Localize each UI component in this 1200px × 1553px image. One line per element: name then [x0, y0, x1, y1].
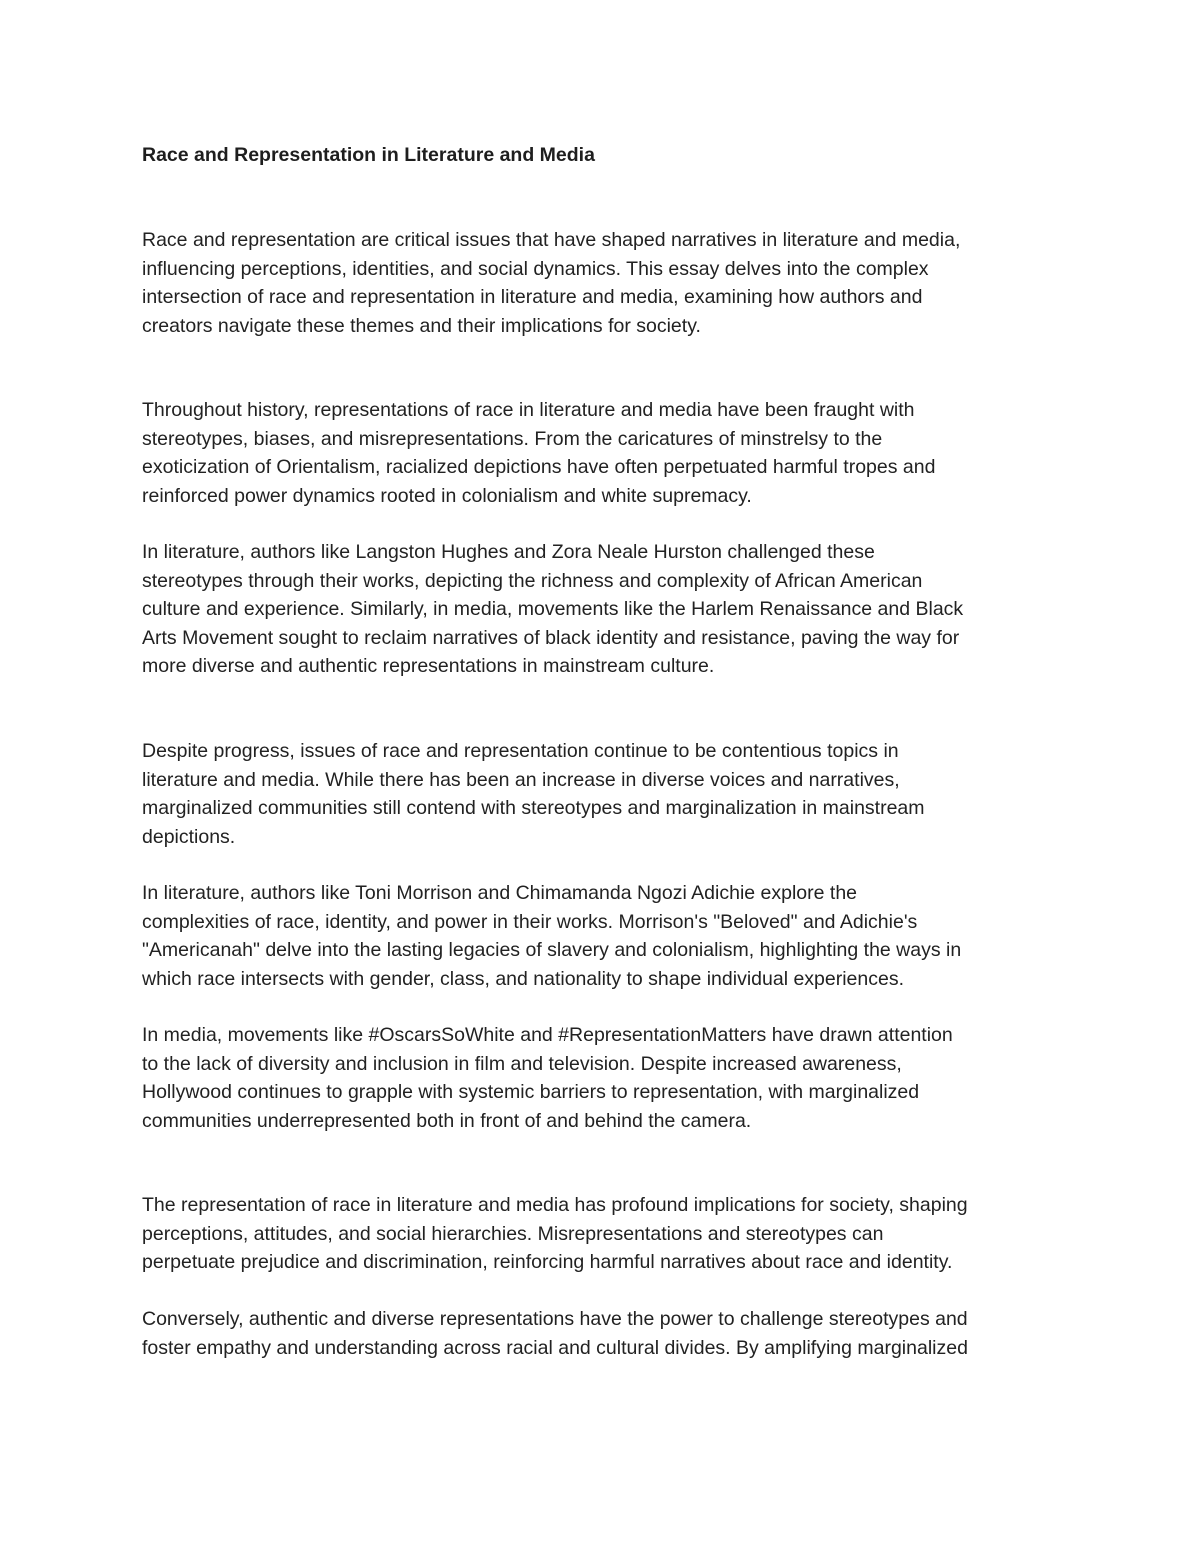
paragraph-line: intersection of race and representation in literature and media, examining how authors and — [142, 286, 923, 308]
paragraph-line: "Americanah" delve into the lasting legacies of slavery and colonialism, highlighting the ways in — [142, 939, 962, 961]
paragraph-line: to the lack of diversity and inclusion in film and television. Despite increased awareness, — [142, 1052, 902, 1075]
paragraph-line: Despite progress, issues of race and representation continue to be contentious topics in — [142, 740, 899, 762]
paragraph-early-literature — [142, 538, 1072, 681]
paragraph-line: communities underrepresented both in front of and behind the camera. — [142, 1109, 752, 1132]
paragraph-line: stereotypes through their works, depicting the richness and complexity of African American — [142, 569, 923, 592]
paragraph-line: perpetuate prejudice and discrimination, reinforcing harmful narratives about race and identity. — [142, 1251, 953, 1273]
paragraph-history — [142, 396, 1072, 510]
paragraph-line: Conversely, authentic and diverse representations have the power to challenge stereotypes and — [142, 1308, 968, 1330]
paragraph-line: stereotypes, biases, and misrepresentations. From the caricatures of minstrelsy to the — [142, 427, 883, 450]
paragraph-line: reinforced power dynamics rooted in colonialism and white supremacy. — [142, 484, 752, 507]
paragraph-line: In media, movements like #OscarsSoWhite and #RepresentationMatters have drawn attention — [142, 1024, 953, 1046]
paragraph-contemporary-issues — [142, 737, 1072, 851]
paragraph-line: Hollywood continues to grapple with systemic barriers to representation, with marginalized — [142, 1081, 920, 1103]
paragraph-line: depictions. — [142, 825, 236, 848]
document-title: Race and Representation in Literature and Media — [142, 144, 595, 166]
paragraph-line: foster empathy and understanding across racial and cultural divides. By amplifying marginalized — [142, 1336, 968, 1359]
paragraph-conclusion — [142, 1305, 1072, 1362]
paragraph-line: exoticization of Orientalism, racialized depictions have often perpetuated harmful tropes and — [142, 456, 936, 478]
paragraph-modern-literature — [142, 879, 1072, 993]
paragraph-implications — [142, 1191, 1072, 1277]
paragraph-line: In literature, authors like Toni Morrison and Chimamanda Ngozi Adichie explore the — [142, 882, 858, 904]
paragraph-line: Arts Movement sought to reclaim narratives of black identity and resistance, paving the way for — [142, 626, 960, 649]
paragraph-line: Race and representation are critical issues that have shaped narratives in literature and media, — [142, 229, 961, 251]
paragraph-line: literature and media. While there has been an increase in diverse voices and narratives, — [142, 768, 900, 791]
paragraph-media-movements — [142, 1021, 1072, 1135]
paragraph-line: complexities of race, identity, and power in their works. Morrison's "Beloved" and Adichie's — [142, 910, 918, 933]
paragraph-line: Throughout history, representations of race in literature and media have been fraught with — [142, 399, 915, 421]
paragraph-line: more diverse and authentic representations in mainstream culture. — [142, 655, 715, 677]
paragraph-line: The representation of race in literature and media has profound implications for society, shaping — [142, 1194, 968, 1216]
paragraph-line: perceptions, attitudes, and social hierarchies. Misrepresentations and stereotypes can — [142, 1222, 884, 1245]
paragraph-line: influencing perceptions, identities, and social dynamics. This essay delves into the complex — [142, 257, 929, 280]
paragraph-introduction — [142, 226, 1072, 340]
paragraph-line: marginalized communities still contend with stereotypes and marginalization in mainstream — [142, 797, 925, 819]
paragraph-line: creators navigate these themes and their implications for society. — [142, 314, 701, 337]
paragraph-line: In literature, authors like Langston Hughes and Zora Neale Hurston challenged these — [142, 541, 875, 563]
paragraph-line: which race intersects with gender, class, and nationality to shape individual experiences. — [142, 967, 905, 990]
paragraph-line: culture and experience. Similarly, in media, movements like the Harlem Renaissance and Black — [142, 598, 964, 620]
